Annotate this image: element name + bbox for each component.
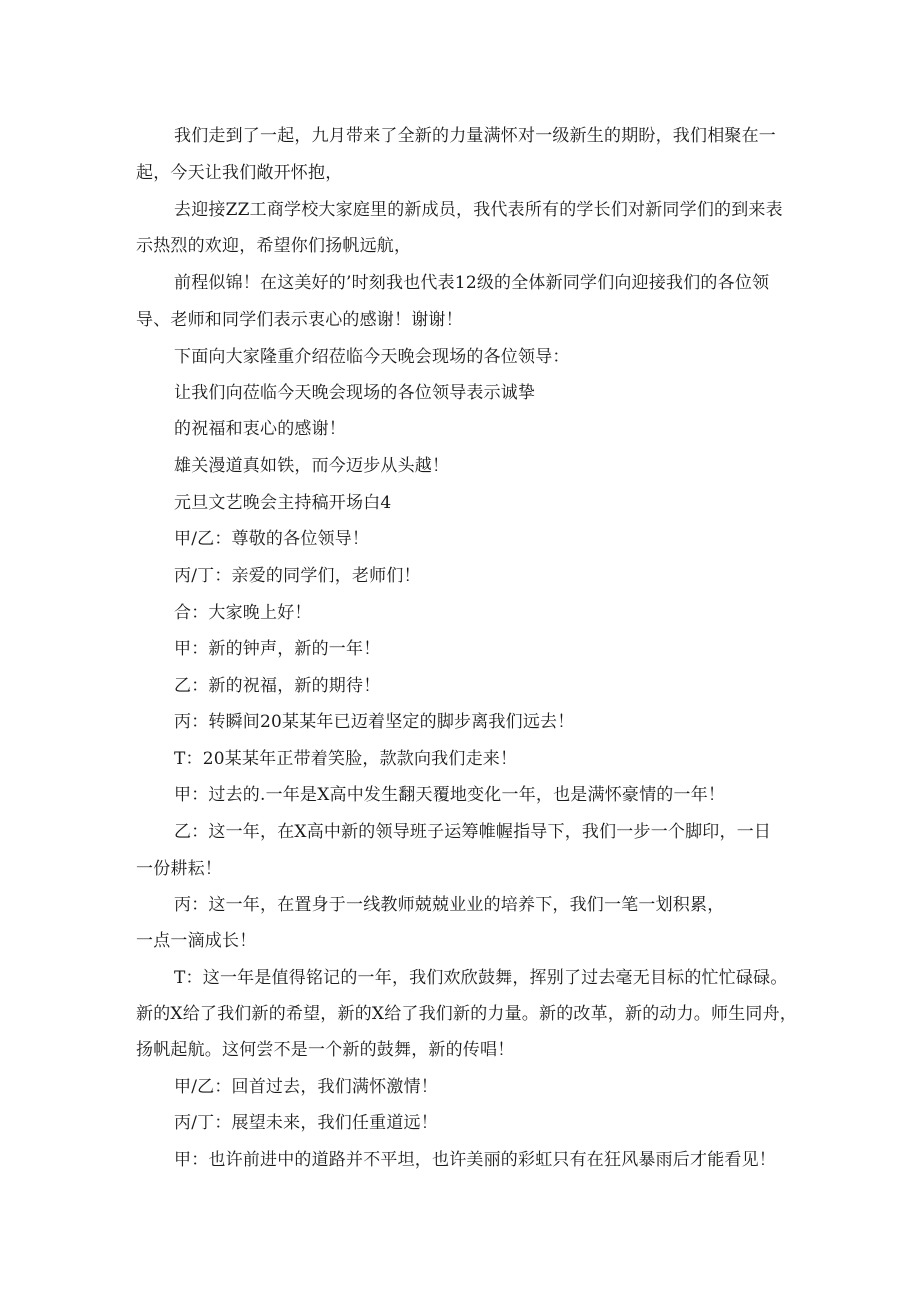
text-line: 的祝福和衷心的感谢！ xyxy=(174,419,346,439)
text-line: 我们走到了一起，九月带来了全新的力量满怀对一级新生的期盼，我们相聚在一 xyxy=(174,126,776,146)
text-line: 丙/丁：展望未来，我们任重道远！ xyxy=(174,1113,438,1133)
text-line: 甲/乙：回首过去，我们满怀激情！ xyxy=(174,1077,438,1097)
text-line: 甲：过去的.一年是X高中发生翻天覆地变化一年，也是满怀豪情的一年！ xyxy=(174,785,726,805)
text-line: 一点一滴成长！ xyxy=(136,931,257,951)
text-line: 扬帆起航。这何尝不是一个新的鼓舞，新的传唱！ xyxy=(136,1040,515,1060)
text-line: 让我们向莅临今天晚会现场的各位领导表示诚挚 xyxy=(174,383,536,403)
text-line: 新的X给了我们新的希望，新的X给了我们新的力量。新的改革，新的动力。师生同舟， xyxy=(136,1004,798,1024)
text-line: 前程似锦！在这美好的’时刻我也代表12级的全体新同学们向迎接我们的各位领 xyxy=(174,273,770,293)
section-heading: 元旦文艺晚会主持稿开场白4 xyxy=(174,493,392,513)
text-line: 丙/丁：亲爱的同学们，老师们！ xyxy=(174,566,421,586)
text-line: 甲：也许前进中的道路并不平坦，也许美丽的彩虹只有在狂风暴雨后才能看见！ xyxy=(174,1150,776,1170)
text-line: 一份耕耘！ xyxy=(136,859,222,879)
text-line: 合：大家晚上好！ xyxy=(174,603,312,623)
text-line: 乙：这一年，在X高中新的领导班子运筹帷幄指导下，我们一步一个脚印，一日 xyxy=(174,822,772,842)
text-line: 下面向大家隆重介绍莅临今天晚会现场的各位领导： xyxy=(174,347,570,367)
text-line: T：这一年是值得铭记的一年，我们欢欣鼓舞，挥别了过去毫无目标的忙忙碌碌。 xyxy=(174,968,788,988)
text-line: 乙：新的祝福，新的期待！ xyxy=(174,676,381,696)
text-line: 甲/乙：尊敬的各位领导！ xyxy=(174,529,370,549)
text-line: 导、老师和同学们表示衷心的感谢！谢谢！ xyxy=(136,310,463,330)
text-line: 甲：新的钟声，新的一年！ xyxy=(174,639,381,659)
text-line: 起，今天让我们敞开怀抱， xyxy=(136,163,343,183)
text-line: 示热烈的欢迎，希望你们扬帆远航， xyxy=(136,236,412,256)
text-line: 丙：这一年，在置身于一线教师兢兢业业的培养下，我们一笔一划积累， xyxy=(174,895,725,915)
text-line: 去迎接ZZ工商学校大家庭里的新成员，我代表所有的学长们对新同学们的到来表 xyxy=(174,200,783,220)
text-line: 丙：转瞬间20某某年已迈着坚定的脚步离我们远去！ xyxy=(174,712,575,732)
text-line: 雄关漫道真如铁，而今迈步从头越！ xyxy=(174,456,450,476)
text-line: T：20某某年正带着笑脸，款款向我们走来！ xyxy=(174,749,518,769)
